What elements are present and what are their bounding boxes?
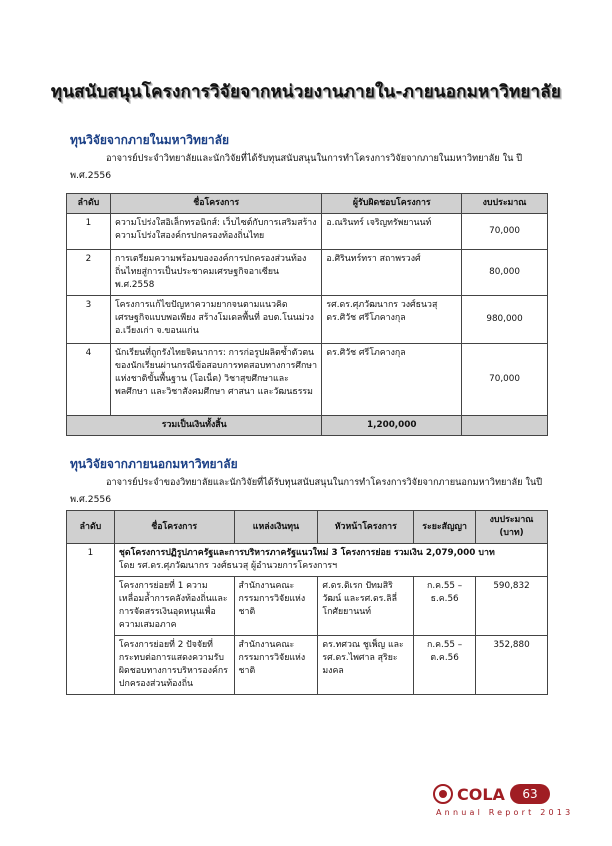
- total-label: รวมเป็นเงินทั้งสิ้น: [67, 416, 322, 436]
- row-source: สำนักงานคณะกรรมการวิจัยแห่งชาติ: [234, 636, 318, 695]
- row-budget: 590,832: [476, 577, 548, 636]
- group-title: ชุดโครงการปฏิรูปภาครัฐและการบริหารภาครัฐแนวใหม่ 3 โครงการย่อย รวมเงิน 2,079,000 บาท: [118, 548, 495, 558]
- group-row: [67, 544, 548, 577]
- row-project: โครงการย่อยที่ 1 ความเหลื่อมล้ำการคลังท้องถิ่นและการจัดสรรเงินอุดหนุนเพื่อความเสมอภาค: [114, 577, 234, 636]
- table-header-row: [67, 511, 548, 544]
- row-project: การเตรียมความพร้อมขององค์การปกครองส่วนท้องถิ่นไทยสู่การเป็นประชาคมเศรษฐกิจอาเซียน พ.ศ.2558: [110, 250, 321, 296]
- row-lead: ศ.ดร.ดิเรก ปัทมสิริวัฒน์ และรศ.ดร.ลิลี่ โกศัยยานนท์: [318, 577, 414, 636]
- page-title: ทุนสนับสนุนโครงการวิจัยจากหน่วยงานภายใน-ภายนอกมหาวิทยาลัย: [50, 82, 562, 102]
- table-header-row: [67, 194, 548, 214]
- external-section-heading: ทุนวิจัยจากภายนอกมหาวิทยาลัย: [70, 457, 238, 471]
- row-no: 2: [67, 250, 111, 296]
- row-project: นักเรียนที่ถูกรังไทยจิตนาการ: การก่อรูปผลิตซ้ำตัวตนของนักเรียนผ่านกรณีข้อสอบการทดสอบทางการศึกษาแห่งชาติขั้นพื้นฐาน (โอเน็ต) วิชาสุขศึกษาและพลศึกษา และวิชาสังคมศึกษา ศาสนา และวัฒนธรรม: [110, 344, 321, 416]
- col-header-source: แหล่งเงินทุน: [234, 511, 318, 544]
- row-project: โครงการย่อยที่ 2 ปัจจัยที่กระทบต่อการแสดงความรับผิดชอบทางการบริหารองค์กรปกครองส่วนท้องถิ่น: [114, 636, 234, 695]
- table-row: [67, 636, 548, 695]
- table-row: [67, 577, 548, 636]
- col-header-lead: หัวหน้าโครงการ: [318, 511, 414, 544]
- row-owner: รศ.ดร.ศุภวัฒนากร วงศ์ธนวสุ ดร.ศิวัช ศรีโภคางกุล: [322, 296, 462, 344]
- row-owner: ดร.ศิวัช ศรีโภคางกุล: [322, 344, 462, 416]
- row-project: โครงการแก้ไขปัญหาความยากจนตามแนวคิดเศรษฐกิจแบบพอเพียง สร้างโมเดลพื้นที่ อบต.โนนม่วง อ.เวียงเก่า จ.ขอนแก่น: [110, 296, 321, 344]
- row-budget: 352,880: [476, 636, 548, 695]
- col-header-no: ลำดับ: [67, 194, 111, 214]
- row-budget: 70,000: [462, 344, 548, 416]
- row-budget: 80,000: [462, 250, 548, 296]
- row-owner: อ.ณรินทร์ เจริญทรัพยานนท์: [322, 214, 462, 250]
- group-cell: [114, 544, 547, 577]
- row-owner: อ.ศิรินทร์ทรา สถาพรวงศ์: [322, 250, 462, 296]
- row-lead: ดร.ทศวณ ชูเพ็ญ และรศ.ดร.ไพศาล สุริยะมงคล: [318, 636, 414, 695]
- row-no: 3: [67, 296, 111, 344]
- col-header-period: ระยะสัญญา: [414, 511, 476, 544]
- table-row: [67, 296, 548, 344]
- page-number: 63: [510, 784, 550, 804]
- external-grants-table: [66, 510, 548, 695]
- group-no: 1: [67, 544, 115, 695]
- col-header-budget: งบประมาณ (บาท): [476, 511, 548, 544]
- internal-section-heading: ทุนวิจัยจากภายในมหาวิทยาลัย: [70, 133, 230, 147]
- total-empty: [462, 416, 548, 436]
- total-value: 1,200,000: [322, 416, 462, 436]
- col-header-no: ลำดับ: [67, 511, 115, 544]
- row-period: ก.ค.55 – ต.ค.56: [414, 636, 476, 695]
- logo-text: COLA: [457, 785, 505, 804]
- row-project: ความโปร่งใสอิเล็กทรอนิกส์: เว็บไซต์กับการเสริมสร้างความโปร่งใสองค์กรปกครองท้องถิ่นไทย: [110, 214, 321, 250]
- col-header-project: ชื่อโครงการ: [114, 511, 234, 544]
- external-intro: [70, 474, 548, 508]
- external-intro-text: อาจารย์ประจำของวิทยาลัยและนักวิจัยที่ได้รับทุนสนับสนุนในการทำโครงการวิจัยจากภายนอกมหาวิทยาลัย ในปี พ.ศ.2556: [70, 477, 543, 505]
- footer-subtitle: Annual Report 2013: [436, 808, 574, 817]
- group-lead: โดย รศ.ดร.ศุภวัฒนากร วงศ์ธนวสุ ผู้อำนวยการโครงการฯ: [118, 561, 338, 571]
- table-row: [67, 250, 548, 296]
- row-period: ก.ค.55 – ธ.ค.56: [414, 577, 476, 636]
- total-row: [67, 416, 548, 436]
- internal-intro-text: อาจารย์ประจำวิทยาลัยและนักวิจัยที่ได้รับทุนสนับสนุนในการทำโครงการวิจัยจากภายในมหาวิทยาลัย ใน ปี พ.ศ.2556: [70, 153, 523, 181]
- table-row: [67, 214, 548, 250]
- row-no: 4: [67, 344, 111, 416]
- col-header-budget: งบประมาณ: [462, 194, 548, 214]
- row-budget: 70,000: [462, 214, 548, 250]
- row-source: สำนักงานคณะกรรมการวิจัยแห่งชาติ: [234, 577, 318, 636]
- col-header-project: ชื่อโครงการ: [110, 194, 321, 214]
- row-budget: 980,000: [462, 296, 548, 344]
- col-header-owner: ผู้รับผิดชอบโครงการ: [322, 194, 462, 214]
- internal-intro: [70, 150, 548, 184]
- row-no: 1: [67, 214, 111, 250]
- table-row: [67, 344, 548, 416]
- internal-grants-table: [66, 193, 548, 436]
